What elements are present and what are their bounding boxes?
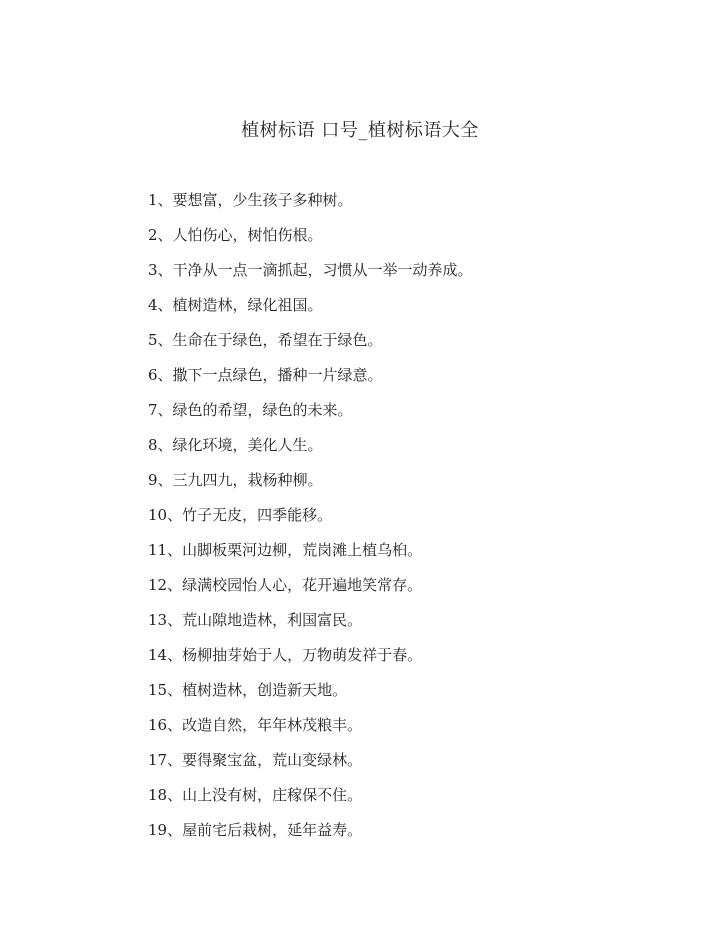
list-item: 6、撒下一点绿色，播种一片绿意。 xyxy=(148,366,383,384)
document-title: 植树标语 口号_植树标语大全 xyxy=(241,120,479,141)
list-item: 9、三九四九，栽杨种柳。 xyxy=(148,471,323,489)
list-item: 13、荒山隙地造林，利国富民。 xyxy=(148,611,363,629)
list-item: 17、要得聚宝盆，荒山变绿林。 xyxy=(148,751,363,769)
list-item: 2、人怕伤心，树怕伤根。 xyxy=(148,226,323,244)
list-item: 10、竹子无皮，四季能移。 xyxy=(148,506,333,524)
list-item: 4、植树造林，绿化祖国。 xyxy=(148,296,323,314)
list-item: 11、山脚板栗河边柳，荒岗滩上植乌桕。 xyxy=(148,541,423,559)
list-item: 18、山上没有树，庄稼保不住。 xyxy=(148,786,363,804)
list-item: 7、绿色的希望，绿色的未来。 xyxy=(148,401,353,419)
list-item: 5、生命在于绿色，希望在于绿色。 xyxy=(148,331,383,349)
list-item: 16、改造自然，年年林茂粮丰。 xyxy=(148,716,363,734)
list-item: 8、绿化环境，美化人生。 xyxy=(148,436,323,454)
list-item: 12、绿满校园怡人心，花开遍地笑常存。 xyxy=(148,576,423,594)
list-item: 1、要想富，少生孩子多种树。 xyxy=(148,191,353,209)
list-item: 15、植树造林，创造新天地。 xyxy=(148,681,348,699)
list-item: 3、干净从一点一滴抓起，习惯从一举一动养成。 xyxy=(148,261,473,279)
slogan-list xyxy=(148,186,473,851)
list-item: 19、屋前宅后栽树，延年益寿。 xyxy=(148,821,363,839)
list-item: 14、杨柳抽芽始于人，万物萌发祥于春。 xyxy=(148,646,423,664)
